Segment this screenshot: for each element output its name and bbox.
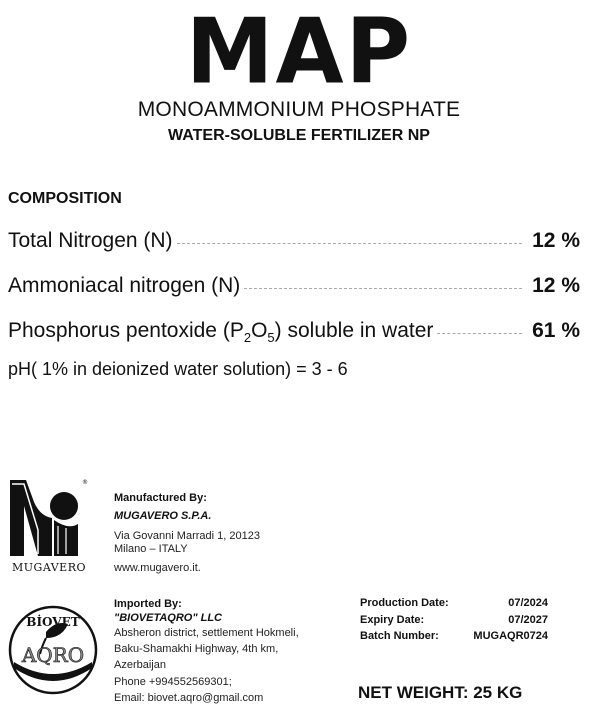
importer-heading: Imported By: [114,598,182,610]
manufacturer-heading: Manufactured By: [114,492,207,504]
manufacturer-address-line1: Via Govanni Marradi 1, 20123 [114,530,260,542]
expiry-date-label: Expiry Date: [360,614,425,626]
manufacturer-address-line2: Milano – ITALY [114,543,188,555]
importer-email: Email: biovet.aqro@gmail.com [114,692,264,704]
biovet-logo-bottom-text: AQRO [21,643,85,667]
row-label: Ammoniacal nitrogen (N) [8,274,241,297]
batch-number-value: MUGAQR0724 [473,630,548,642]
label-part: Phosphorus pentoxide (P [8,319,244,342]
expiry-date-value: 07/2027 [508,614,548,626]
label-part: ) soluble in water [274,319,434,342]
manufacturer-name: MUGAVERO S.P.A. [114,510,212,522]
importer-name: "BIOVETAQRO" LLC [114,612,223,624]
row-label [8,319,433,343]
subscript: 5 [267,330,275,345]
composition-row-total-nitrogen [8,229,580,253]
ph-note: pH( 1% in deionized water solution) = 3 - 6 [8,359,348,379]
product-type: WATER-SOLUBLE FERTILIZER NP [168,127,430,144]
importer-phone: Phone +994552569301; [114,676,232,688]
net-weight: NET WEIGHT: 25 KG [358,683,523,702]
composition-row-ammoniacal-nitrogen [8,274,580,298]
mugavero-logo [8,476,90,566]
composition-heading: COMPOSITION [8,190,122,207]
dot-leader [437,333,522,334]
importer-address-line: Azerbaijan [114,659,166,671]
importer-address-line: Baku-Shamakhi Highway, 4th km, [114,643,279,655]
biovet-logo-top-text: BİOVET [26,615,80,629]
subscript: 2 [243,330,252,345]
production-date-label: Production Date: [360,597,449,609]
dot-leader [244,288,522,289]
label-part: O [251,319,268,342]
product-subtitle: MONOAMMONIUM PHOSPHATE [137,98,461,121]
mugavero-wordmark: MUGAVERO [12,561,86,574]
row-value: 12 % [532,229,580,252]
row-value: 12 % [532,274,580,297]
product-title: MAP [185,0,413,105]
production-date-value: 07/2024 [508,597,548,609]
composition-row-phosphorus-pentoxide [8,319,580,343]
row-value: 61 % [532,319,580,342]
registered-mark: ® [82,479,88,486]
dot-leader [177,243,523,244]
importer-address-line: Absheron district, settlement Hokmeli, [114,627,299,639]
batch-number-label: Batch Number: [360,630,439,642]
biovet-aqro-logo [6,604,100,696]
row-label: Total Nitrogen (N) [8,229,173,252]
manufacturer-website: www.mugavero.it. [114,562,201,574]
